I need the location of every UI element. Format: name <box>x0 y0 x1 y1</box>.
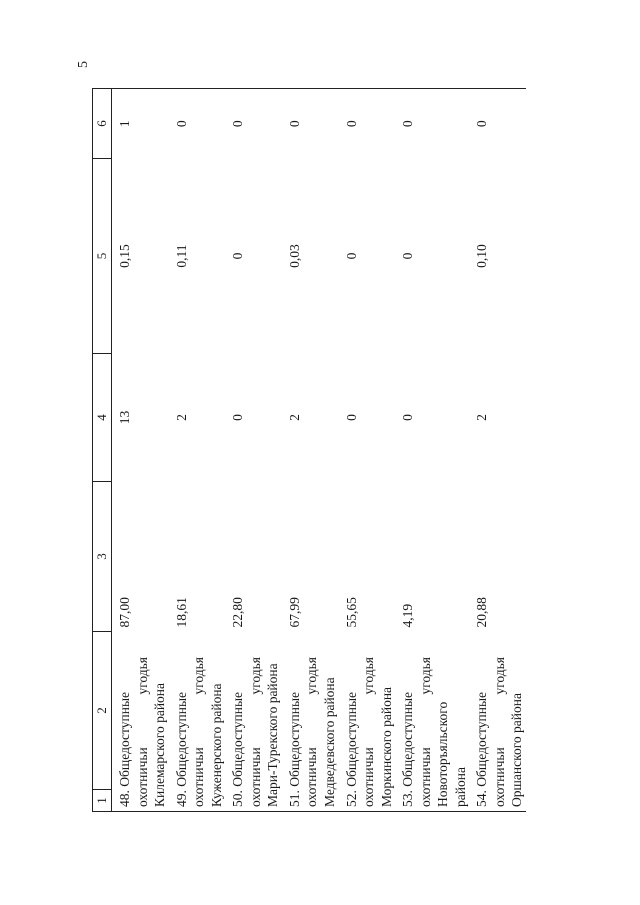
name-line-3: Килемарского района <box>152 682 168 807</box>
hunting-ground-name <box>343 636 396 808</box>
table-row <box>339 89 396 812</box>
name-line-3: Новоторъяльского <box>435 701 451 807</box>
col4-cell: 0 <box>400 414 416 421</box>
area-cell: 87,00 <box>117 597 132 628</box>
row-number: 52. <box>343 790 359 807</box>
name-line-1: Общедоступные <box>173 691 189 787</box>
row-number: 48. <box>117 790 132 807</box>
col6-cell: 0 <box>395 89 469 159</box>
hunting-ground-name <box>229 636 282 808</box>
name-line-2a: охотничьи <box>361 747 377 807</box>
area-cell: 67,99 <box>286 597 302 628</box>
row-name-cell <box>339 632 396 812</box>
name-line-3: Медведевского района <box>322 677 338 807</box>
col6-cell: 0 <box>169 89 226 159</box>
hunting-ground-name <box>173 636 226 808</box>
name-line-2a: охотничьи <box>134 747 150 807</box>
column-header-4: 4 <box>93 354 112 482</box>
col6-cell: 0 <box>469 89 526 159</box>
rotated-table-container <box>92 72 562 812</box>
col4-cell: 0 <box>343 414 359 421</box>
area-cell: 4,19 <box>400 603 416 628</box>
name-line-3: Куженерского района <box>208 683 224 807</box>
name-line-2b: угодья <box>491 657 507 695</box>
col5-cell: 0 <box>400 252 416 260</box>
name-line-2b: угодья <box>134 657 150 695</box>
name-line-2b: угодья <box>417 657 433 695</box>
row-number: 53. <box>400 790 416 807</box>
table-row <box>395 89 469 812</box>
column-header-5: 5 <box>93 159 112 354</box>
row-name-cell <box>169 632 226 812</box>
row-name-cell <box>112 632 169 812</box>
col4-cell: 2 <box>474 414 490 421</box>
table-row <box>225 89 282 812</box>
col4-cell: 2 <box>286 414 302 421</box>
name-line-1: Общедоступные <box>343 691 359 787</box>
col4-cell: 2 <box>173 414 189 421</box>
name-line-3: Оршанского района <box>509 693 525 807</box>
col5-cell: 0,03 <box>286 244 302 268</box>
table-row <box>112 89 169 812</box>
hunting-ground-name <box>286 636 339 808</box>
table-header-row <box>93 89 112 812</box>
name-line-1: Общедоступные <box>117 691 132 787</box>
name-line-2a: охотничьи <box>304 747 320 807</box>
area-cell: 18,61 <box>173 597 189 628</box>
table-body <box>112 89 527 812</box>
row-name-cell <box>282 632 339 812</box>
hunting-ground-name <box>473 636 526 808</box>
hunting-grounds-table <box>92 88 526 812</box>
name-line-3: Моркинского района <box>378 686 394 807</box>
col4-cell: 0 <box>230 414 246 421</box>
col5-cell: 0,10 <box>474 244 490 268</box>
col5-cell: 0,11 <box>173 244 189 268</box>
name-line-2b: угодья <box>361 657 377 695</box>
name-line-4: района <box>452 767 468 807</box>
col4-cell: 13 <box>117 410 132 425</box>
row-number: 51. <box>286 790 302 807</box>
name-line-1: Общедоступные <box>286 691 302 787</box>
name-line-1: Общедоступные <box>474 691 490 787</box>
row-name-cell <box>395 632 469 812</box>
column-header-3: 3 <box>93 482 112 632</box>
table-row <box>469 89 526 812</box>
col6-cell: 1 <box>112 89 169 159</box>
row-name-cell <box>469 632 526 812</box>
col5-cell: 0 <box>230 252 246 260</box>
col6-cell: 0 <box>282 89 339 159</box>
row-number: 54. <box>474 790 490 807</box>
col6-cell: 0 <box>339 89 396 159</box>
name-line-2b: угодья <box>247 657 263 695</box>
column-header-2: 2 <box>93 632 112 790</box>
col5-cell: 0 <box>343 252 359 260</box>
hunting-ground-name <box>399 636 469 808</box>
col5-cell: 0,15 <box>117 244 132 268</box>
name-line-3: Мари-Турекского района <box>265 663 281 807</box>
name-line-1: Общедоступные <box>230 691 246 787</box>
name-line-2a: охотничьи <box>191 747 207 807</box>
name-line-2b: угодья <box>191 657 207 695</box>
name-line-1: Общедоступные <box>400 691 416 787</box>
column-header-1: 1 <box>93 790 112 812</box>
name-line-2a: охотничьи <box>491 747 507 807</box>
column-header-6: 6 <box>93 89 112 159</box>
row-name-cell <box>225 632 282 812</box>
area-cell: 20,88 <box>474 597 490 628</box>
row-number: 49. <box>173 790 189 807</box>
row-number: 50. <box>230 790 246 807</box>
table-row <box>169 89 226 812</box>
hunting-ground-name <box>116 636 169 808</box>
name-line-2a: охотничьи <box>247 747 263 807</box>
name-line-2b: угодья <box>304 657 320 695</box>
table-row <box>282 89 339 812</box>
page-number: 5 <box>76 61 91 68</box>
name-line-2a: охотничьи <box>417 747 433 807</box>
col6-cell: 0 <box>225 89 282 159</box>
area-cell: 22,80 <box>230 597 246 628</box>
area-cell: 55,65 <box>343 597 359 628</box>
